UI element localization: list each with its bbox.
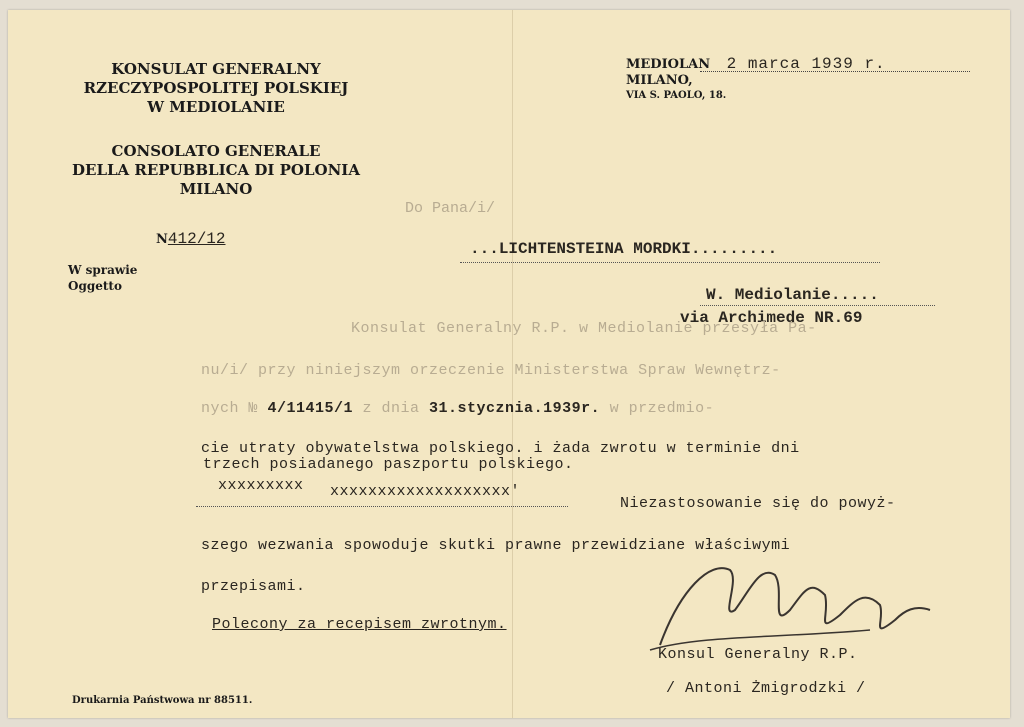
struck-dotted-line (196, 506, 568, 507)
printer-imprint: Drukarnia Państwowa nr 88511. (72, 695, 253, 706)
subject-labels (68, 262, 137, 294)
body-line-3-mid: z dnia (353, 400, 430, 417)
number-value: 412/12 (167, 230, 226, 248)
name-dotted-line (460, 262, 880, 263)
date-dotted-line (700, 71, 970, 72)
body-line-3 (201, 400, 714, 417)
letterhead-line: KONSULAT GENERALNY (111, 60, 321, 78)
letterhead-line: W MEDIOLANIE (147, 98, 285, 116)
reference-number (156, 230, 226, 248)
salutation: Do Pana/i/ (405, 200, 496, 217)
letter-date: 2 marca 1939 r. (726, 55, 886, 73)
body-line-1: Konsulat Generalny R.P. w Mediolanie przesyła Pa- (351, 320, 817, 337)
decision-date: 31.stycznia.1939r. (429, 400, 601, 417)
body-line-5: trzech posiadanego paszportu polskiego. (203, 456, 574, 473)
struck-text-1: xxxxxxxxx (218, 477, 304, 494)
body-line-3-prefix: nych № (201, 400, 268, 417)
recipient-city-line: W. Mediolanie..... (706, 286, 879, 304)
registered-note: Polecony za recepisem zwrotnym. (212, 616, 507, 633)
consulate-address: VIA S. PAOLO, 18. (626, 90, 727, 101)
city-italian: MILANO, (626, 73, 693, 88)
recipient-name-line: ...LICHTENSTEINA MORDKI......... (470, 240, 778, 258)
city-dotted-line (700, 305, 935, 306)
recipient-city: W. Mediolanie (706, 286, 831, 304)
letterhead-line: RZECZYPOSPOLITEJ POLSKIEJ (83, 79, 349, 97)
body-line-6: Niezastosowanie się do powyż- (620, 495, 896, 512)
body-line-4: cie utraty obywatelstwa polskiego. i żada zwrotu w terminie dni (201, 440, 800, 457)
letterhead-line: DELLA REPUBBLICA DI POLONIA (72, 161, 360, 179)
body-line-8: przepisami. (201, 578, 306, 595)
signature-title: Konsul Generalny R.P. (658, 646, 858, 663)
struck-text-2: xxxxxxxxxxxxxxxxxxx' (330, 483, 521, 500)
handwritten-signature (640, 550, 940, 660)
decision-number: 4/11415/1 (267, 400, 354, 417)
body-line-3-suffix: w przedmio- (600, 400, 715, 417)
letterhead-line: MILANO (179, 180, 253, 198)
city-polish: MEDIOLAN (626, 57, 711, 72)
number-label: N (156, 232, 168, 247)
body-line-2: nu/i/ przy niniejszym orzeczenie Ministerstwa Spraw Wewnętrz- (201, 362, 781, 379)
signature-name: / Antoni Żmigrodzki / (666, 680, 866, 697)
subject-pl: W sprawie (68, 263, 138, 277)
body-line-7: szego wezwania spowoduje skutki prawne przewidziane właściwymi (201, 537, 791, 554)
letterhead-line: CONSOLATO GENERALE (111, 142, 321, 160)
letterhead-italian (56, 142, 376, 199)
recipient-street: via Archimede NR.69 (680, 309, 863, 327)
recipient-name: LICHTENSTEINA MORDKI (498, 240, 691, 258)
letterhead-polish (56, 60, 376, 117)
subject-it: Oggetto (68, 279, 122, 293)
